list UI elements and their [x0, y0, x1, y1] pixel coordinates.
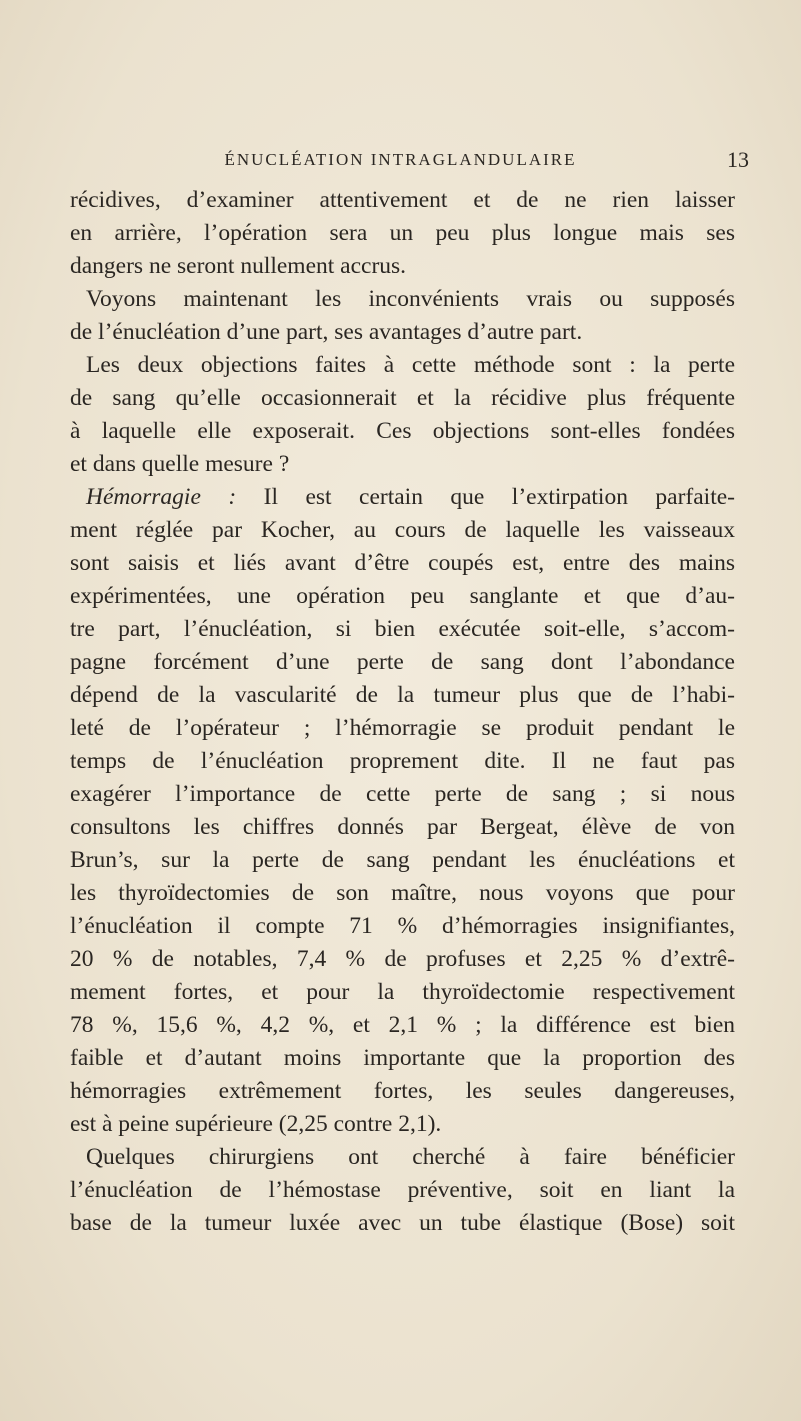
- text-line: de sang qu’elle occasionnerait et la récidive plus fréquente: [70, 385, 735, 411]
- text-line: Les deux objections faites à cette méthode sont : la perte: [86, 352, 735, 378]
- running-head: [0, 147, 801, 174]
- text-line: et dans quelle mesure ?: [70, 451, 290, 477]
- page-number: 13: [727, 147, 749, 172]
- text-line: base de la tumeur luxée avec un tube élastique (Bose) soit: [70, 1210, 735, 1236]
- text-line: leté de l’opérateur ; l’hémorragie se produit pendant le: [70, 715, 735, 741]
- text-line: exagérer l’importance de cette perte de sang ; si nous: [70, 781, 735, 807]
- text-line-rest: Il est certain que l’extirpation parfaite-: [236, 484, 735, 510]
- text-line: dangers ne seront nullement accrus.: [70, 253, 407, 279]
- text-line: sont saisis et liés avant d’être coupés est, entre des mains: [70, 550, 735, 576]
- text-line: récidives, d’examiner attentivement et de ne rien laisser: [70, 187, 735, 213]
- text-line: est à peine supérieure (2,25 contre 2,1).: [70, 1111, 442, 1137]
- text-line: Brun’s, sur la perte de sang pendant les énucléations et: [70, 847, 735, 873]
- text-line: à laquelle elle exposerait. Ces objections sont-elles fondées: [70, 418, 735, 444]
- text-line: mement fortes, et pour la thyroïdectomie respectivement: [70, 979, 735, 1005]
- text-line: hémorragies extrêmement fortes, les seules dangereuses,: [70, 1078, 735, 1104]
- text-line: ment réglée par Kocher, au cours de laquelle les vaisseaux: [70, 517, 735, 543]
- text-line: temps de l’énucléation proprement dite. Il ne faut pas: [70, 748, 735, 774]
- running-title: ÉNUCLÉATION INTRAGLANDULAIRE: [224, 150, 577, 169]
- text-line: dépend de la vascularité de la tumeur plus que de l’habi-: [70, 682, 735, 708]
- text-line: consultons les chiffres donnés par Bergeat, élève de von: [70, 814, 735, 840]
- text-line: de l’énucléation d’une part, ses avantages d’autre part.: [70, 319, 583, 345]
- text-line: l’énucléation il compte 71 % d’hémorragies insignifiantes,: [70, 913, 735, 939]
- text-line: Voyons maintenant les inconvénients vrais ou supposés: [86, 286, 735, 312]
- text-line: les thyroïdectomies de son maître, nous voyons que pour: [70, 880, 735, 906]
- text-line: en arrière, l’opération sera un peu plus longue mais ses: [70, 220, 735, 246]
- text-line: l’énucléation de l’hémostase préventive, soit en liant la: [70, 1177, 735, 1203]
- text-line: tre part, l’énucléation, si bien exécutée soit-elle, s’accom-: [70, 616, 735, 642]
- text-line: Quelques chirurgiens ont cherché à faire bénéficier: [86, 1144, 735, 1170]
- text-line: faible et d’autant moins importante que la proportion des: [70, 1045, 735, 1071]
- section-heading-italic: Hémorragie :: [86, 484, 237, 510]
- text-line: [86, 481, 735, 513]
- text-line: 78 %, 15,6 %, 4,2 %, et 2,1 % ; la différence est bien: [70, 1012, 735, 1038]
- text-line: expérimentées, une opération peu sanglante et que d’au-: [70, 583, 735, 609]
- text-line: pagne forcément d’une perte de sang dont l’abondance: [70, 649, 735, 675]
- text-line: 20 % de notables, 7,4 % de profuses et 2,25 % d’extrê-: [70, 946, 735, 972]
